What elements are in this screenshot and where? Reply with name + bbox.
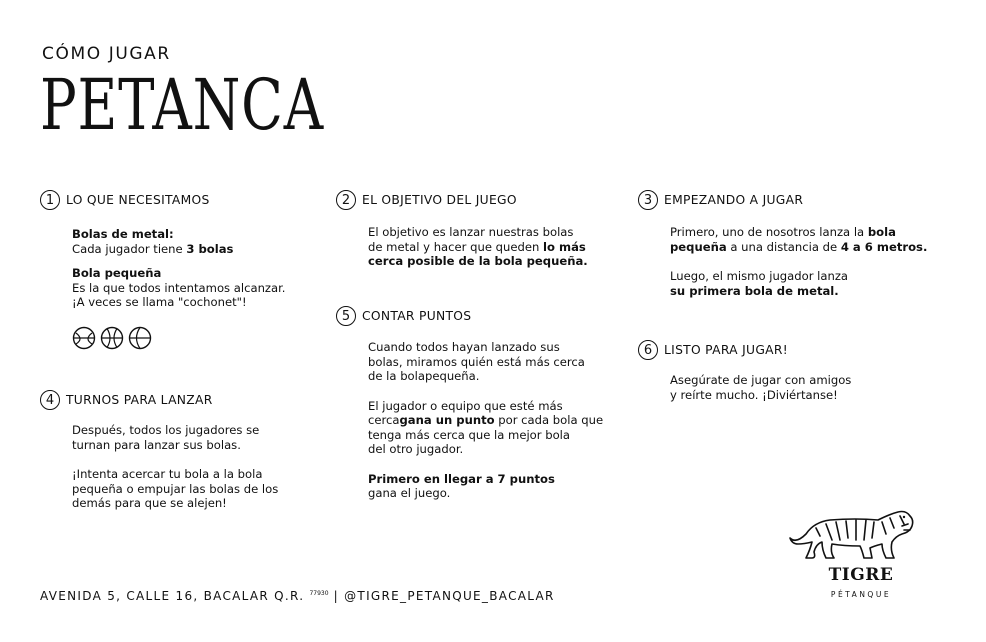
text-line: El jugador o equipo que esté más (368, 398, 563, 413)
paragraph (670, 225, 938, 254)
page-kicker: CÓMO JUGAR (42, 44, 171, 64)
text-line: bolas, miramos quién está más cerca (368, 354, 585, 369)
text-line: turnan para lanzar sus bolas. (72, 437, 241, 452)
section-turns (40, 390, 320, 521)
social-handle: | @TIGRE_PETANQUE_BACALAR (328, 589, 555, 603)
section-body (368, 340, 636, 501)
paragraph (670, 269, 938, 298)
text-line: a una distancia de (726, 239, 841, 254)
logo-wordmark: TIGRE (828, 565, 894, 585)
section-title: TURNOS PARA LANZAR (66, 393, 213, 407)
paragraph (368, 472, 636, 501)
section-header (40, 390, 320, 410)
text-line: y reírte mucho. ¡Diviértanse! (670, 387, 838, 402)
section-title: CONTAR PUNTOS (362, 309, 472, 323)
text-line: gana el juego. (368, 486, 451, 500)
step-number: 1 (40, 190, 60, 210)
section-body (72, 227, 320, 350)
step-number: 5 (336, 306, 356, 326)
section-starting (638, 190, 938, 308)
section-what-we-need (40, 190, 320, 350)
postal-code: 77930 (309, 590, 329, 597)
section-ready (638, 340, 938, 412)
text-line: cerca (368, 413, 400, 427)
section-scoring (336, 306, 636, 511)
paragraph (670, 373, 938, 402)
section-title: EL OBJETIVO DEL JUEGO (362, 193, 517, 207)
text-bold: su primera bola de metal. (670, 283, 839, 298)
text-line: del otro jugador. (368, 442, 464, 456)
step-number: 6 (638, 340, 658, 360)
section-header (40, 190, 320, 210)
text-line: Primero, uno de nosotros lanza la (670, 225, 868, 239)
paragraph (72, 227, 320, 256)
item-label: Bolas de metal: (72, 227, 174, 241)
section-header (336, 306, 636, 326)
section-body (72, 423, 320, 511)
metal-ball-icon (72, 326, 96, 350)
step-number: 2 (336, 190, 356, 210)
tiger-icon (786, 504, 920, 566)
text-line: pequeña o empujar las bolas de los (72, 481, 279, 496)
section-header (638, 340, 938, 360)
text-line: demás para que se alejen! (72, 496, 227, 510)
section-objective (336, 190, 626, 279)
paragraph (368, 399, 636, 457)
text-bold: 4 a 6 metros. (840, 239, 928, 254)
text-bold: pequeña (670, 239, 727, 254)
text-line: Luego, el mismo jugador lanza (670, 269, 849, 283)
paragraph (72, 423, 320, 452)
paragraph (368, 225, 626, 269)
section-body (670, 225, 938, 298)
metal-ball-icon (128, 326, 152, 350)
text-line: por cada bola que (494, 413, 604, 427)
section-title: EMPEZANDO A JUGAR (664, 193, 804, 207)
item-label: Bola pequeña (72, 266, 162, 280)
text-line: de metal y hacer que queden (368, 239, 544, 254)
item-text: Cada jugador tiene (72, 241, 187, 256)
text-line: Después, todos los jugadores se (72, 423, 260, 437)
text-line: tenga más cerca que la mejor bola (368, 427, 570, 442)
text-bold: Primero en llegar a 7 puntos (368, 471, 555, 486)
section-header (336, 190, 626, 210)
text-line: Cuando todos hayan lanzado sus (368, 340, 560, 354)
paragraph (72, 266, 320, 310)
item-text-bold: 3 bolas (186, 241, 234, 256)
section-title: LO QUE NECESITAMOS (66, 193, 210, 207)
page-title: PETANCA (40, 64, 324, 146)
step-number: 4 (40, 390, 60, 410)
section-body (368, 225, 626, 269)
text-line: El objetivo es lanzar nuestras bolas (368, 225, 574, 239)
item-text: Es la que todos intentamos alcanzar. (72, 280, 286, 295)
section-header (638, 190, 938, 210)
text-bold: gana un punto (399, 413, 495, 427)
text-bold: cerca posible de la bola pequeña. (368, 254, 588, 268)
address-text: AVENIDA 5, CALLE 16, BACALAR Q.R. (40, 589, 305, 603)
section-title: LISTO PARA JUGAR! (664, 343, 788, 357)
text-line: de la bolapequeña. (368, 369, 480, 383)
item-text: ¡A veces se llama "cochonet"! (72, 295, 247, 309)
metal-ball-icon (100, 326, 124, 350)
text-bold: bola (867, 225, 896, 239)
section-body (670, 373, 938, 402)
text-bold: lo más (543, 239, 586, 254)
footer-address (40, 589, 555, 603)
text-line: ¡Intenta acercar tu bola a la bola (72, 467, 263, 481)
step-number: 3 (638, 190, 658, 210)
text-line: Asegúrate de jugar con amigos (670, 373, 852, 387)
paragraph (368, 340, 636, 384)
logo-subtitle: PÉTANQUE (830, 590, 892, 599)
paragraph (72, 467, 320, 511)
metal-balls (72, 326, 320, 350)
